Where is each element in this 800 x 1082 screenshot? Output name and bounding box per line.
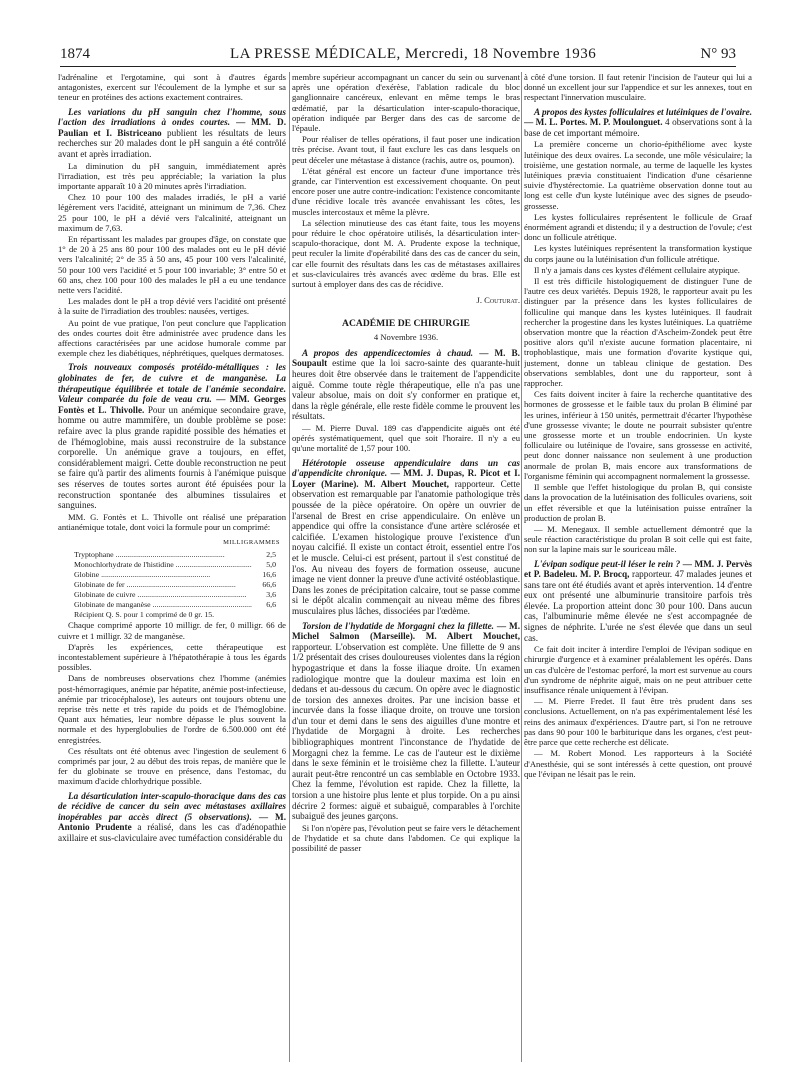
paragraph: Au point de vue pratique, l'on peut conclure que l'application des ondes courtes doit être administrée avec prudence dans les affections caractérisées par une acidose humorale comme par exemple chez les diabétiques, néphrétiques, quelques dermatoses. — [58, 317, 286, 359]
ingredient-name: Globine ..... — [74, 570, 252, 580]
paragraph: Pour réaliser de telles opérations, il faut poser une indication très précise. Avant tout, il faut exclure les cas dans lesquels on peut déceler une métastase à distance (rachis, autre os, poumon). — [292, 134, 520, 165]
ingredient-amount: 16,6 — [262, 570, 276, 580]
signature: J. Couturat. — [476, 295, 520, 306]
article-authors: — MM. J. Dupas, R. Picot et I. Loyer (Marine). M. Albert Mouchet, — [292, 468, 520, 489]
column-divider — [289, 72, 290, 1062]
paragraph: — M. Robert Monod. Les rapporteurs à la Société d'Anesthésie, qui se sont intéressés à cette question, ont prouvé que l'évipan ne lésait pas le rein. — [524, 748, 752, 779]
article-title: A propos des appendicectomies à chaud. — [302, 347, 474, 358]
paragraph: Il est très difficile histologiquement de distinguer l'une de l'autre ces deux variétés. Depuis 1928, le rapporteur avait pu les distinguer par la présence dans les kystes folliculaires de folliculine qui manque dans les kystes lutéiniques. Il faudrait rechercher la progestine dans les kystes lutéiniques. La quatrième observation montre que la réaction d'Ascheim-Zondek peut être positive alors qu'il n'existe aucune formation placentaire, ni trophoblastique, mais une formation d'ovarite kystique qui, justement, donne un tableau clinique de gestation. Des observations semblables, dont une du rapporteur, sont à rapprocher. — [524, 276, 752, 389]
article-text: 4 observations sont à la base de cet important mémoire. — [524, 117, 752, 138]
article-text: estime que la loi sacro-sainte des quarante-huit heures doit être observée dans le traitement de l'appendicite aiguë. Comme toute règle thérapeutique, elle n'a pas une valeur absolue, mais on doit s'y conformer en pratique et, dans la règle générale, elle reste fidèle comme le prouvent les résultats. — [292, 358, 520, 422]
article-heading — [292, 621, 520, 822]
paragraph: Les malades dont le pH a trop dévié vers l'acidité ont présenté à la suite de l'irradiation des troubles: nausées, vertiges. — [58, 296, 286, 317]
ingredient-amount: 3,6 — [266, 590, 276, 600]
paragraph: Ce fait doit inciter à interdire l'emploi de l'évipan sodique en chirurgie d'urgence et à examiner préalablement les opérés. Dans un cas d'ulcère de l'estomac perforé, la mort est survenue au cours d'un syndrome de néphrite aiguë, mais on ne peut attribuer cette insuffisance rénale uniquement à l'évipan. — [524, 644, 752, 696]
article-text: Pour un anémique secondaire grave, homme ou autre mammifère, un double problème se pose: refaire avec la plus grande rapidité possible des hématies et de l'hémoglobine, mais aussi reconstruire de la substance corporelle. Un anémique grave a toujours, en effet, considérablement maigri. Cette double reconstruction ne peut se faire qu'à partir des aliments fournis à l'anémique puisque ses réserves de toutes sortes auront été épuisées pour la reconstruction spontanée des albumines tissulaires et sanguines. — [58, 404, 286, 511]
paragraph: Ces faits doivent inciter à faire la recherche quantitative des hormones de grossesse et le faible taux du prolan B éliminé par les urines, inférieur à 150 unités, permettrait d'écarter l'hypothèse d'une grossesse vivante; le doute ne pourrait subsister qu'entre une grossesse morte et un trouble endocrinien. Un kyste folliculaire ou lutéinique de l'ovaire, sans grossesse en activité, peut donc donner naissance non seulement à une production anormale de prolan B, mais encore aux transformations de l'organisme féminin qui accompagnent normalement la grossesse. — [524, 389, 752, 481]
article-text: rapporteur. 47 malades jeunes et sans tare ont été étudiés avant et après intervention. 14 d'entre eux ont présenté une albuminurie transitoire parfois très élevée. La proportion atteint donc 30 pour 100. Dans aucun cas, l'albuminurie même élevée ne s'est accompagnée de signes de néphrite. L'urée ne s'est élevée que dans un seul cas. — [524, 569, 752, 643]
paragraph: l'adrénaline et l'ergotamine, qui sont à d'autres égards antagonistes, exercent sur l'écoulement de la lymphe et sur sa teneur en protéines des actions exactement contraires. — [58, 72, 286, 103]
table-row — [58, 560, 286, 570]
table-row — [58, 570, 286, 580]
article-title: Hétérotopie osseuse appendiculaire dans un cas d'appendicite chronique. — [292, 457, 520, 479]
article-heading — [524, 107, 752, 139]
ingredient-name: Globinate de fer ..... — [74, 580, 252, 590]
paragraph: — M. Pierre Fredet. Il faut être très prudent dans ses conclusions. Actuellement, on n'a pas expérimentalement lésé les reins des animaux d'expériences. D'autre part, si l'on ne retrouve pas dans 90 pour 100 le barbiturique dans les organes, c'est peut-être parce que cette recherche est délicate. — [524, 696, 752, 748]
article-authors: — MM. J. Pervès et P. Badeleu. M. P. Brocq, — [524, 558, 752, 580]
page-number: 1874 — [60, 46, 90, 62]
paragraph: Il n'y a jamais dans ces kystes d'élément cellulaire atypique. — [534, 264, 740, 275]
paragraph: — M. Pierre Duval. 189 cas d'appendicite aiguës ont été opérés systématiquement, quel que soit l'horaire. Il n'y a eu qu'une mortalité de 1,57 pour 100. — [292, 423, 520, 454]
paragraph: à côté d'une torsion. Il faut retenir l'incision de l'auteur qui lui a donné un excellent jour sur l'appendice et sur les annexes, tout en respectant l'innervation musculaire. — [524, 72, 752, 103]
column-2 — [292, 72, 520, 854]
article-heading — [58, 107, 286, 160]
article-heading — [292, 348, 520, 422]
article-text: a réalisé, dans les cas d'adénopathie axillaire et sus-claviculaire avec tuméfaction considérable du — [58, 822, 286, 843]
paragraph: En répartissant les malades par groupes d'âge, on constate que 1° de 20 à 25 ans 80 pour 100 des malades ont eu le pH dévié vers l'alcalinité; 2° de 35 à 50 ans, 45 pour 100 vers l'alcalinité, 50 pour 100 vers l'acidité et 5 pour 100 invariable; 3° entre 50 et 60 ans, chez 100 pour 100 des malades le pH a eu une tendance nette vers l'acidité. — [58, 234, 286, 296]
article-authors: — MM. D. Paulian et I. Bistriceano — [58, 117, 286, 138]
table-cell: Récipient Q. S. pour 1 comprimé de 0 gr. 15. — [74, 610, 215, 620]
column-3 — [524, 72, 752, 780]
paragraph: Dans de nombreuses observations chez l'homme (anémies post-hémorragiques, anémie par hépatite, anémie post-infectieuse, anémie par tricocéphalose), les auteurs ont toujours obtenu une reprise très nette et très rapide du poids et de l'hémoglobine. Quant aux hématies, leur nombre dépasse le plus souvent la normale et des hyperglobulies de l'ordre de 6.500.000 ont été enregistrées. — [58, 673, 286, 745]
article-text: publient les résultats de leurs recherches sur 20 malades dont le pH sanguin a été contrôlé avant et après irradiation. — [58, 127, 286, 159]
column-1 — [58, 72, 286, 845]
paragraph: Les kystes folliculaires représentent le follicule de Graaf énormément agrandi et distendu; il y a destruction de l'ovule; c'est donc un follicule atrétique. — [524, 211, 752, 243]
article-title: L'évipan sodique peut-il léser le rein ? — [534, 558, 681, 569]
ingredient-amount: 2,5 — [266, 550, 276, 560]
journal-title: LA PRESSE MÉDICALE, Mercredi, 18 Novembre 1936 — [230, 46, 597, 62]
table-unit: MILLIGRAMMES — [223, 539, 280, 547]
ingredient-amount: 66,6 — [262, 580, 276, 590]
article-authors: — M. Michel Salmon (Marseille). M. Albert Mouchet, — [292, 620, 520, 642]
table-row — [58, 590, 286, 600]
article-authors: — M. Antonio Prudente — [58, 811, 286, 833]
page-header — [60, 44, 736, 67]
article-title: Les variations du pH sanguin chez l'homme, sous l'action des irradiations à ondes courtes. — [58, 106, 286, 128]
paragraph: La diminution du pH sanguin, immédiatement après l'irradiation, est très peu appréciable; la variation la plus importante apparaît 10 à 20 minutes après l'irradiation. — [58, 160, 286, 191]
paragraph: La première concerne un chorio-épithéliome avec kyste lutéinique des deux ovaires. La seconde, une môle vésiculaire; la troisième, une gestation normale, au terme de laquelle les kystes lutéiniques prævia constituaient l'indication d'une césarienne suivie d'hystérectomie. La quatrième observation donne tout au long est celle d'un kyste lutéinique avec des signes de pseudo-grossesse. — [524, 139, 752, 211]
article-title: A propos des kystes folliculaires et lutéiniques de l'ovaire. — [534, 106, 752, 117]
paragraph: Chez 10 pour 100 des malades irradiés, le pH a varié légèrement vers l'acidité, atteignant un minimum de 7,36. Chez 25 pour 100, le pH a dévié vers l'alcalinité, atteignant un maximum de 7,63. — [58, 192, 286, 233]
paragraph: — M. Menegaux. Il semble actuellement démontré que la seule réaction caractéristique du prolan B soit celle qui est faite, non sur la lapine mais sur le souriceau mâle. — [524, 523, 752, 555]
table-row — [58, 580, 286, 590]
ingredient-name: Globinate de manganèse ..... — [74, 600, 252, 610]
paragraph: Ces résultats ont été obtenus avec l'ingestion de seulement 6 comprimés par jour, 2 au début des trois repas, de manière que le fer du globinate se trouve en présence, dans l'estomac, du maximum d'acide chlorhydrique possible. — [58, 745, 286, 787]
paragraph: Si l'on n'opère pas, l'évolution peut se faire vers le détachement de l'hydatide et sa chute dans l'abdomen. Ce qui explique la possibilité de passer — [292, 822, 520, 854]
article-heading — [524, 559, 752, 644]
article-authors: — MM. Georges Fontès et L. Thivolle. — [58, 394, 286, 415]
column-divider — [521, 72, 522, 1062]
issue-number: N° 93 — [700, 46, 736, 62]
paragraph: membre supérieur accompagnant un cancer du sein ou survenant après une opération d'exérèse, l'ablation radicale du bloc ganglionnaire cancéreux, enlevant en même temps le bras œdématié, par la désarticulation inter-scapulo-thoracique, opération indiquée par Berger dans des cas de sarcome de l'épaule. — [292, 72, 520, 134]
table-row — [58, 610, 286, 620]
ingredient-name: Tryptophane ..... — [74, 550, 252, 560]
paragraph: Les kystes lutéiniques représentent la transformation kystique du corps jaune ou la lutéinisation d'un follicule atrétique. — [524, 243, 752, 264]
paragraph: La sélection minutieuse des cas étant faite, tous les moyens pour réduire le choc opératoire utilisés, la désarticulation inter-scapulo-thoracique, dont M. A. Prudente expose la technique, peut reculer la limite d'opérabilité dans des cas de cancer du sein, car elle fournit des résultats dans les cas de métastases axillaires et sus-claviculaires très avancés avec œdème du bras. Elle est surtout à employer dans des cas de récidive. — [292, 217, 520, 290]
paragraph: MM. G. Fontès et L. Thivolle ont réalisé une préparation antianémique totale, dont voici la formule pour un comprimé: — [58, 511, 286, 532]
ingredient-name: Monochlorhydrate de l'histidine ..... — [74, 560, 252, 570]
article-authors: — M. B. Soupault — [292, 347, 520, 369]
paragraph: Chaque comprimé apporte 10 milligr. de fer, 0 milligr. 66 de cuivre et 1 milligr. 32 de manganèse. — [58, 620, 286, 641]
ingredient-amount: 5,0 — [266, 560, 276, 570]
article-title: La désarticulation inter-scapulo-thoracique dans des cas de récidive de cancer du sein avec métastases axillaires inopérables par accès direct (5 observations). — [58, 790, 286, 822]
table-row — [58, 600, 286, 610]
article-text: rapporteur. L'observation est complète. Une fillette de 9 ans 1/2 présentait des crises douloureuses violentes dans la région hypogastrique et dans la fosse iliaque droite. Un examen radiologique montre que la douleur maxima est loin en dedans et au-dessous du cæcum. On opère avec le diagnostic de torsion des annexes droites. Par une incision basse et incurvée dans la fosse iliaque droite, on trouve une torsion d'un tour et demi dans le sens des aiguilles d'une montre et l'hydatide de Morgagni à droite. Les recherches bibliographiques montrent l'inconstance de l'hydatide de Morgagni chez la femme. Le cas de l'auteur est le dixième dans le sexe féminin et le troisième chez la fillette. L'auteur aurait peut-être rencontré un cas semblable en Octobre 1933. Chez la femme, l'évolution est rapide. Chez la fillette, la torsion a une histoire plus lente et plus torpide. On a pu ainsi décrire 2 formes: aiguë et subaiguë, comparables à l'orchite subaiguë des jeunes garçons. — [292, 641, 520, 822]
paragraph: L'état général est encore un facteur d'une importance très grande, car l'intervention est excessivement choquante. On peut encore poser une autre contre-indication: l'existence concomitante d'une récidive locale très avancée envahissant les côtes, les muscles intercostaux et même la plèvre. — [292, 165, 520, 217]
article-title: Trois nouveaux composés protéido-métalliques : les globinates de fer, de cuivre et de manganèse. La thérapeutique équilibrée et totale de l'anémie secondaire. Valeur comparée du foie de veau cru. — [58, 362, 286, 405]
ingredient-name: Globinate de cuivre ..... — [74, 590, 252, 600]
formula-table — [58, 550, 286, 610]
table-row — [58, 550, 286, 560]
article-text: rapporteur. Cette observation est remarquable par l'anatomie pathologique très poussée de la pièce opératoire. On opère un ouvrier de l'arsenal de Brest en crise appendiculaire. On enlève un appendice qui offre la consistance d'une artère sclérosée et calcifiée. L'examen histologique prouve l'existence d'un noyau calcifié. Il existe un contact étroit, essentiel entre l'os et le muscle. Celui-ci est présent, partout il s'est constitué de l'os. Au niveau des foyers de formation osseuse, aucune image ne vient donner la preuve d'une activité ostéoblastique. Dans les zones de précipitation calcaire, tout se passe comme si le dépôt alcalin commençait au niveau même des fibres musculaires plus lâches, dissociées par l'œdème. — [292, 478, 520, 616]
paragraph: Il semble que l'effet histologique du prolan B, qui consiste dans la provocation de la lutéinisation des follicules ovariens, soit un effet réversible et que la lutéinisation puisse entraîner la production de prolan B. — [524, 482, 752, 523]
article-title: Torsion de l'hydatide de Morgagni chez la fillette. — [302, 620, 494, 631]
ingredient-amount: 6,6 — [266, 600, 276, 610]
article-heading — [58, 791, 286, 844]
article-heading — [58, 362, 286, 510]
section-title: ACADÉMIE DE CHIRURGIE — [342, 318, 470, 330]
section-date: 4 Novembre 1936. — [373, 331, 439, 342]
article-authors: — M. L. Portes. M. P. Moulonguet. — [524, 117, 663, 128]
paragraph: D'après les expériences, cette thérapeutique est incontestablement supérieure à l'hépatothérapie à tous les égards possibles. — [58, 641, 286, 673]
article-heading — [292, 458, 520, 617]
